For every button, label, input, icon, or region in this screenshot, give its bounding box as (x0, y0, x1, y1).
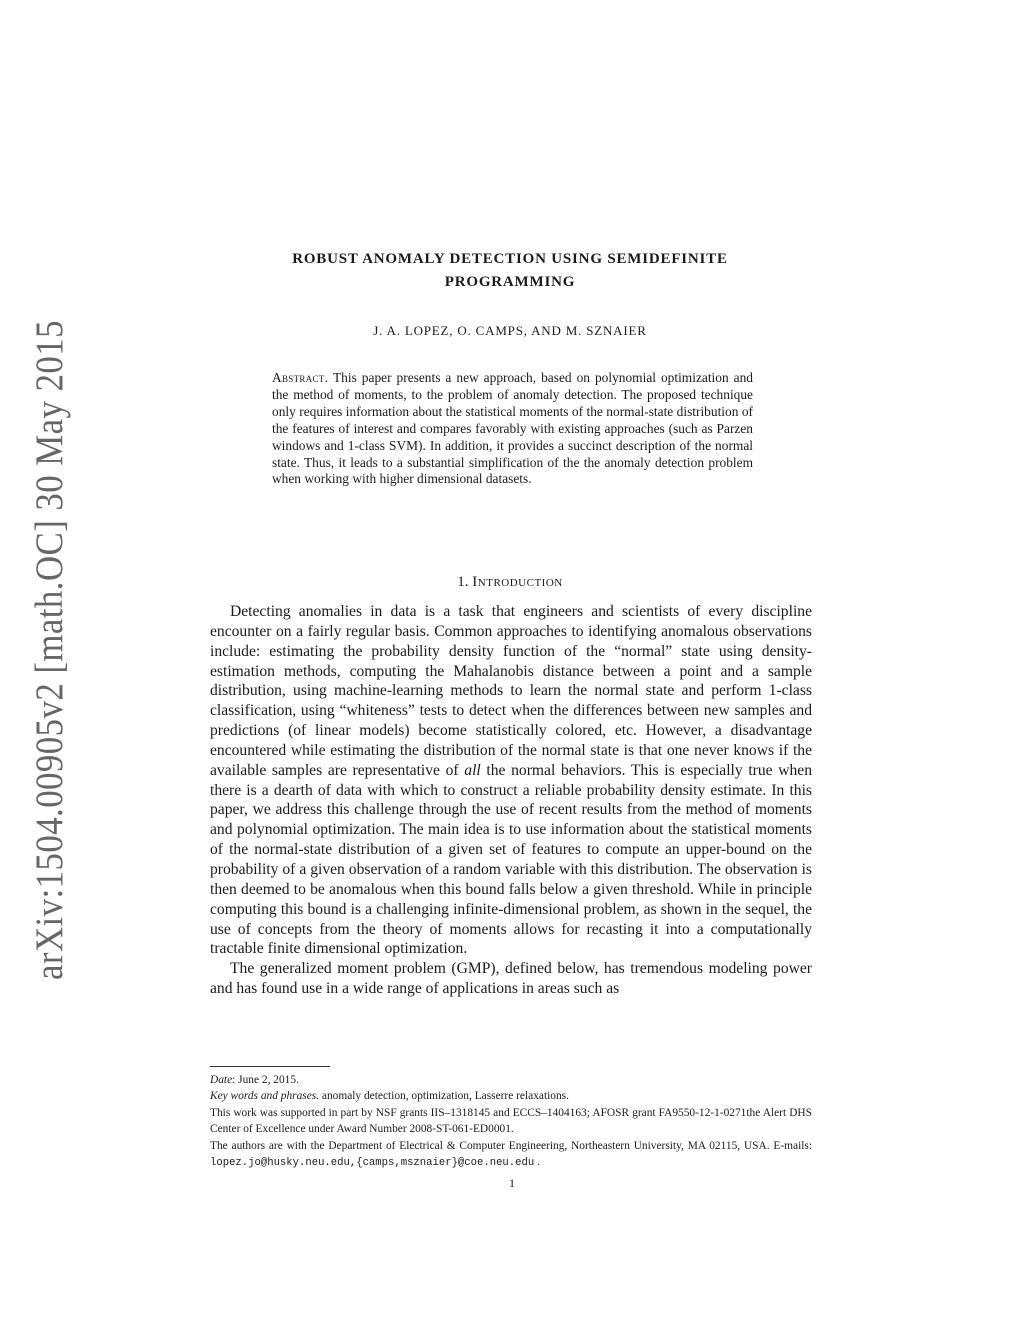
paper-title-line-1: ROBUST ANOMALY DETECTION USING SEMIDEFINITE (292, 251, 728, 267)
footnote-keywords-label: Key words and phrases. (210, 1090, 320, 1103)
page-number: 1 (509, 1176, 515, 1190)
paper-title (200, 248, 820, 294)
footnote-date-value: : June 2, 2015. (232, 1074, 299, 1086)
footnote-date-label: Date (210, 1074, 233, 1086)
body-text (210, 602, 812, 999)
section-title: Introduction (472, 574, 563, 590)
abstract-label: Abstract. (272, 370, 329, 385)
paper-title-line-2: PROGRAMMING (444, 274, 576, 290)
paper-authors: J. A. LOPEZ, O. CAMPS, AND M. SZNAIER (373, 323, 647, 338)
footnotes (210, 1072, 812, 1171)
abstract (272, 370, 753, 488)
paragraph-1 (210, 602, 812, 959)
paragraph-1-part-1: Detecting anomalies in data is a task that engineers and scientists of every discipline encounter on a fairly regular basis. Common approaches to identifying anomalous observations include: estimating the probability density function of the “normal” state using density-estimation methods, computing the Mahalanobis distance between a point and a sample distribution, using machine-learning methods to learn the normal state and perform 1-class classification, using “whiteness” tests to detect when the differences between new samples and predictions (of linear models) become statistically colored, etc. However, a disadvantage encountered while estimating the distribution of the normal state is that one never knows if the available samples are representative of (210, 603, 812, 779)
abstract-text: This paper presents a new approach, based on polynomial optimization and the method of moments, to the problem of anomaly detection. The proposed technique only requires information about the statistical moments of the normal-state distribution of the features of interest and compares favorably with existing approaches (such as Parzen windows and 1-class SVM). In addition, it provides a succinct description of the normal state. Thus, it leads to a substantial simplification of the the anomaly detection problem when working with higher dimensional datasets. (272, 370, 753, 487)
footnote-emails-end: . (534, 1156, 540, 1169)
footnote-keywords (210, 1088, 812, 1104)
footnote-emails: lopez.jo@husky.neu.edu,{camps,msznaier}@coe.neu.edu (210, 1157, 535, 1170)
section-number: 1. (457, 574, 469, 590)
arxiv-identifier-text: arXiv:1504.00905v2 [math.OC] 30 May 2015 (28, 310, 71, 980)
paragraph-1-emphasis: all (464, 761, 481, 779)
arxiv-identifier-sidebar (14, 310, 74, 990)
paragraph-1-part-2: the normal behaviors. This is especially true when there is a dearth of data with which to construct a reliable probability density estimate. In this paper, we address this challenge through the use of recent results from the method of moments and polynomial optimization. The main idea is to use information about the statistical moments of the normal-state distribution of a given set of features to compute an upper-bound on the probability of a given observation of a random variable with this distribution. The observation is then deemed to be anomalous when this bound falls below a given threshold. While in principle computing this bound is a challenging infinite-dimensional problem, as shown in the sequel, the use of concepts from the theory of moments allows for recasting it into a computationally tractable finite dimensional optimization. (210, 761, 812, 958)
footnote-affiliation (210, 1138, 812, 1172)
footnote-affiliation-text: The authors are with the Department of Electrical & Computer Engineering, Northeastern University, MA 02115, USA. E-mails: (210, 1139, 812, 1152)
footnote-date (210, 1072, 812, 1088)
section-heading (200, 574, 820, 591)
footnote-keywords-value: anomaly detection, optimization, Lasserre relaxations. (319, 1090, 569, 1103)
footnote-support: This work was supported in part by NSF grants IIS–1318145 and ECCS–1404163; AFOSR grant FA9550-12-1-0271the Alert DHS Center of Excellence under Award Number 2008-ST-061-ED0001. (210, 1106, 812, 1136)
footnote-rule (210, 1066, 330, 1067)
paragraph-2: The generalized moment problem (GMP), defined below, has tremendous modeling power and has found use in a wide range of applications in areas such as (210, 960, 812, 998)
